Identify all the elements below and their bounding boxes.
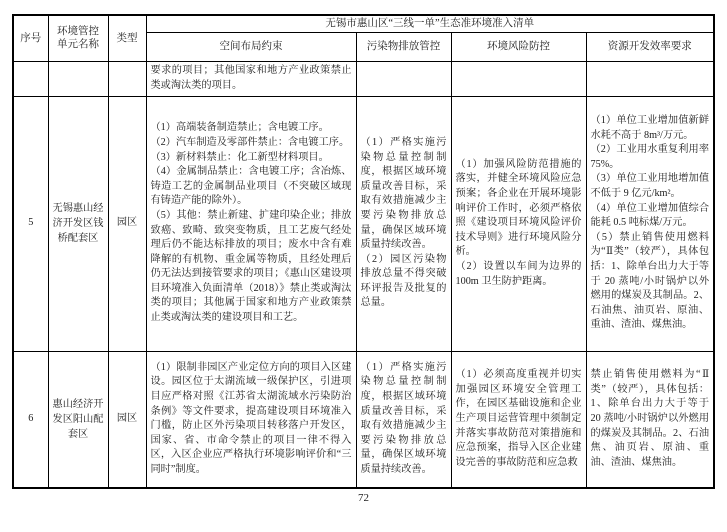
spatial-paragraph: （4）金属制品禁止：含电镀工序；含冶炼、铸造工艺的金属制品业项目（不突破区域现有铸造产能的除外）。 — [150, 166, 352, 207]
cell-pollution-5 — [356, 96, 451, 351]
page-number: 72 — [358, 492, 369, 504]
cell-risk-empty — [451, 61, 586, 96]
cell-pollution-6 — [356, 351, 451, 488]
cell-resource-5 — [586, 96, 714, 351]
cell-spatial-6 — [146, 351, 356, 488]
resource-paragraph: （1）单位工业增加值新鲜水耗不高于 8m³/万元。 — [590, 115, 710, 141]
cell-no-6: 6 — [13, 351, 48, 488]
cell-type-5: 园区 — [108, 96, 146, 351]
pollution-paragraph: （1）严格实施污染物总量控制制度，根据区域环境质量改善目标，采取有效措施减少主要污染物排放总量，确保区域环境质量持续改善。 — [360, 136, 447, 251]
cell-resource-empty — [586, 61, 714, 96]
spatial-paragraph: （1）限制非园区产业定位方向的项目入区建设。园区位于太湖流域一级保护区，引进项目应严格对照《江苏省太湖流域水污染防治条例》等文件要求，提高建设项目环境准入门槛，防止区外污染项目转移落户开发区，国家、省、市命令禁止的项目一律不得入区，入区企业应严格执行环境影响评价和“三同时”制度。 — [150, 361, 352, 476]
pollution-paragraph: （2）园区污染物排放总量不得突破环评报告及批复的总量。 — [360, 253, 447, 309]
spatial-paragraph: （3）新材料禁止：化工新型材料项目。 — [150, 151, 329, 163]
header-no: 序号 — [13, 15, 48, 61]
cell-unit-5: 无锡惠山经济开发区钱桥配套区 — [48, 96, 108, 351]
table-row-continuation — [13, 61, 714, 96]
table-row-6 — [13, 351, 714, 488]
table-title: 无锡市惠山区“三线一单”生态准环境准入清单 — [146, 15, 714, 32]
header-unit-line1: 环境管控 — [57, 26, 99, 38]
eco-access-list-table — [12, 14, 715, 489]
resource-paragraph: （5）禁止销售使用燃料为“Ⅱ类”（较严），具体包括：1、除单台出力大于等于 20 蒸吨/小时锅炉以外燃用的煤炭及其制品。2、石油焦、油页岩、原油、重油、渣油、煤焦油。 — [590, 231, 710, 331]
resource-paragraph: 禁止销售使用燃料为“Ⅱ类”（较严），具体包括：1、除单台出力大于等于 20 蒸吨/小时锅炉以外燃用的煤炭及其制品。2、石油焦、油页岩、原油、重油、渣油、煤焦油。 — [590, 369, 710, 468]
cell-risk-5 — [451, 96, 586, 351]
header-type: 类型 — [108, 15, 146, 61]
resource-paragraph: （2）工业用水重复利用率 75%。 — [590, 144, 710, 170]
header-risk: 环境风险防控 — [451, 32, 586, 61]
header-unit-name — [48, 15, 108, 61]
risk-paragraph: （1）加强风险防范措施的落实，并健全环境风险应急预案；各企业在开展环境影响评价工作时，必须严格依照《建设项目环境风险评价技术导则》进行环境风险分析。 — [455, 158, 582, 258]
header-resource: 资源开发效率要求 — [586, 32, 714, 61]
risk-paragraph: （2）设置以车间为边界的 100m 卫生防护距离。 — [455, 260, 582, 287]
spatial-paragraph: （2）汽车制造及零部件禁止：含电镀工序。 — [150, 136, 350, 148]
header-spatial: 空间布局约束 — [146, 32, 356, 61]
cell-pollution-empty — [356, 61, 451, 96]
spatial-paragraph: （5）其他：禁止新建、扩建印染企业；排放致癌、致畸、致突变物质，且工艺废气经处理后仍不能达标排放的项目；废水中含有难降解的有机物、重金属等物质，且经处理后仍无法达到接管要求的项目；《惠山区建设项目环境准入负面清单（2018）》禁止类或淘汰类的项目；其他属于国家和地方产业政策禁止类或淘汰类的建设项目和工艺。 — [150, 209, 352, 324]
cell-unit-6: 惠山经济开发区阳山配套区 — [48, 351, 108, 488]
cell-spatial-cont — [146, 61, 356, 96]
table-row-5 — [13, 96, 714, 351]
cell-risk-6 — [451, 351, 586, 488]
cell-type-6: 园区 — [108, 351, 146, 488]
header-unit-line2: 单元名称 — [57, 39, 99, 51]
cell-no-empty — [13, 61, 48, 96]
header-row-title — [13, 15, 714, 32]
cell-spatial-5 — [146, 96, 356, 351]
risk-paragraph: （1）必须高度重视并切实加强园区环境安全管理工作，在园区基础设施和企业生产项目运营管理中须制定并落实事故防范对策措施和应急预案，指导入区企业建设完善的事故防范和应急救 — [455, 369, 582, 468]
cell-resource-6 — [586, 351, 714, 488]
cell-type-empty — [108, 61, 146, 96]
pollution-paragraph: （1）严格实施污染物总量控制制度，根据区域环境质量改善目标，采取有效措施减少主要污染物排放总量，确保区域环境质量持续改善。 — [360, 361, 447, 476]
cell-no-5: 5 — [13, 96, 48, 351]
resource-paragraph: （4）单位工业增加值综合能耗 0.5 吨标煤/万元。 — [590, 202, 710, 229]
spatial-paragraph: 要求的项目；其他国家和地方产业政策禁止类或淘汰类的项目。 — [150, 64, 352, 91]
spatial-paragraph: （1）高端装备制造禁止；含电镀工序。 — [150, 122, 329, 134]
cell-unit-empty — [48, 61, 108, 96]
resource-paragraph: （3）单位工业用地增加值不低于 9 亿元/km²。 — [590, 173, 710, 200]
header-pollution: 污染物排放管控 — [356, 32, 451, 61]
